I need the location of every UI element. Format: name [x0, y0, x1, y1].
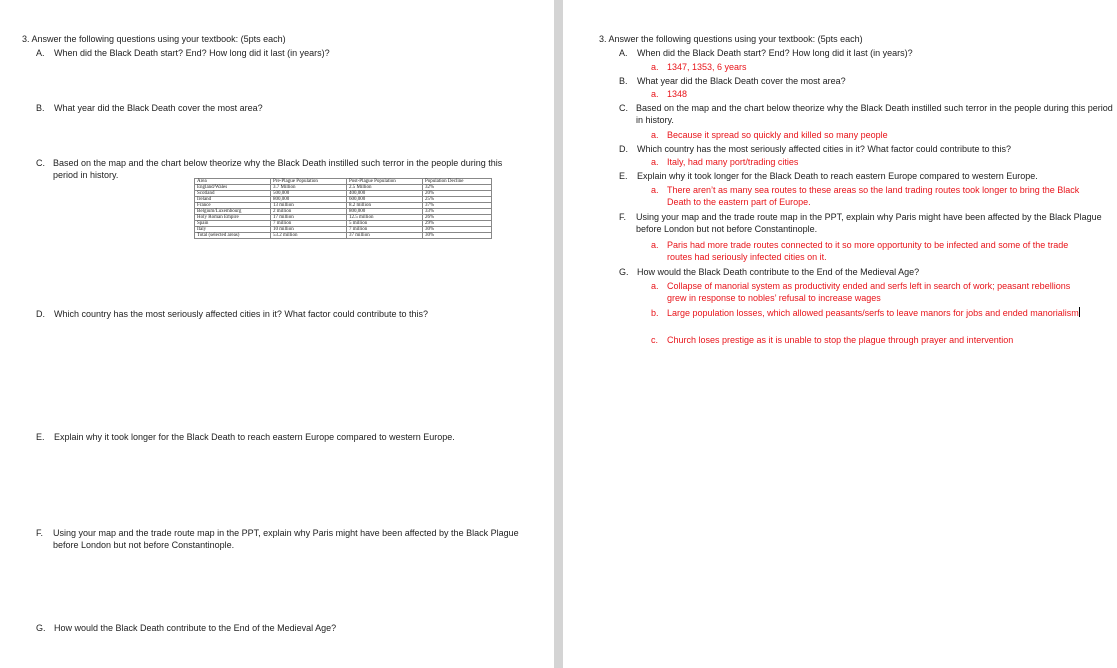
question-text: What year did the Black Death cover the most area? [637, 76, 846, 86]
table-cell: 400,000 [347, 191, 423, 197]
answer-e-a [651, 184, 1101, 208]
answer-text: 1348 [667, 89, 688, 99]
question-text: Using your map and the trade route map in the PPT, explain why Paris might have been affected by the Black Plague before London but not before Constantinople. [53, 528, 519, 550]
question-g [36, 622, 336, 634]
table-cell: 30% [423, 233, 492, 239]
answer-g-c [651, 334, 1013, 346]
table-cell: 800,000 [271, 197, 347, 203]
table-cell: 12.5 million [347, 215, 423, 221]
question-letter: C. [619, 103, 628, 113]
question-letter: F. [619, 212, 627, 222]
question-letter: D. [619, 144, 628, 154]
table-cell: 600,000 [347, 197, 423, 203]
table-cell: 37 million [347, 233, 423, 239]
table-row [195, 233, 492, 239]
table-cell: 25% [423, 197, 492, 203]
question-text: Which country has the most seriously affected cities in it? What factor could contribute to this? [54, 309, 429, 319]
table-header-cell: Population Decline [423, 179, 492, 185]
question-d [619, 143, 1011, 155]
answer-text: Paris had more trade routes connected to it so more opportunity to be infected and some of the trade routes had seriously infected cities on it. [667, 240, 1069, 262]
table-cell: Scotland [195, 191, 271, 197]
question-letter: E. [619, 171, 628, 181]
table-cell: 30% [423, 227, 492, 233]
answer-letter: b. [651, 308, 659, 318]
question-f [36, 527, 536, 551]
answer-text: Italy, had many port/trading cities [667, 157, 799, 167]
question-text: Which country has the most seriously affected cities in it? What factor could contribute to this? [637, 144, 1012, 154]
table-cell: 32% [423, 185, 492, 191]
table-cell: 2.5 Million [347, 185, 423, 191]
answer-letter: a. [651, 185, 659, 195]
table-header-cell: Area [195, 179, 271, 185]
section-header: 3. Answer the following questions using your textbook: (5pts each) [22, 34, 286, 44]
answer-c-a [651, 129, 888, 141]
question-f [619, 211, 1115, 235]
question-letter: G. [619, 267, 629, 277]
question-letter: F. [36, 528, 44, 538]
question-b [36, 102, 263, 114]
answer-letter: a. [651, 281, 659, 291]
table-cell: Ireland [195, 197, 271, 203]
table-cell: 37% [423, 203, 492, 209]
question-text: Explain why it took longer for the Black Death to reach eastern Europe compared to western Europe. [54, 432, 455, 442]
question-text: When did the Black Death start? End? How long did it last (in years)? [637, 48, 913, 58]
answer-letter: a. [651, 89, 659, 99]
population-table [194, 178, 492, 239]
table-header-cell: Pre-Plague Population [271, 179, 347, 185]
answer-d-a [651, 156, 798, 168]
worksheet-page-answered [563, 0, 1117, 668]
table-cell: 20% [423, 191, 492, 197]
question-e [619, 170, 1038, 182]
table-cell: 7 million [271, 221, 347, 227]
question-c [619, 102, 1115, 126]
answer-g-a [651, 280, 1101, 304]
table-cell: 800,000 [347, 209, 423, 215]
question-d [36, 308, 428, 320]
question-letter: B. [619, 76, 628, 86]
table-cell: 53.2 million [271, 233, 347, 239]
answer-letter: a. [651, 157, 659, 167]
table-cell: 26% [423, 215, 492, 221]
table-cell: 13 million [271, 203, 347, 209]
answer-b-a [651, 88, 687, 100]
table-cell: 5 million [347, 221, 423, 227]
table-cell: Holy Roman Empire [195, 215, 271, 221]
question-text: How would the Black Death contribute to the End of the Medieval Age? [637, 267, 920, 277]
question-text: How would the Black Death contribute to the End of the Medieval Age? [54, 623, 337, 633]
table-cell: 17 million [271, 215, 347, 221]
answer-text: Large population losses, which allowed peasants/serfs to leave manors for jobs and ended manorialism [667, 308, 1079, 318]
answer-a-a [651, 61, 747, 73]
question-text: What year did the Black Death cover the most area? [54, 103, 263, 113]
table-cell: 29% [423, 221, 492, 227]
question-b [619, 75, 846, 87]
answer-text: There aren’t as many sea routes to these areas so the land trading routes took longer to bring the Black Death to the eastern part of Europe. [667, 185, 1080, 207]
table-cell: 33% [423, 209, 492, 215]
table-cell: Italy [195, 227, 271, 233]
question-letter: B. [36, 103, 45, 113]
question-letter: A. [36, 48, 45, 58]
question-letter: C. [36, 158, 45, 168]
question-text: Using your map and the trade route map in the PPT, explain why Paris might have been affected by the Black Plague before London but not before Constantinople. [636, 212, 1102, 234]
question-a [619, 47, 913, 59]
question-text: When did the Black Death start? End? How long did it last (in years)? [54, 48, 330, 58]
answer-text: Church loses prestige as it is unable to stop the plague through prayer and intervention [667, 335, 1014, 345]
answer-letter: a. [651, 130, 659, 140]
question-text: Based on the map and the chart below theorize why the Black Death instilled such terror in the people during this period in history. [53, 158, 503, 180]
answer-text: 1347, 1353, 6 years [667, 62, 747, 72]
table-cell: 8.2 million [347, 203, 423, 209]
table-cell: Spain [195, 221, 271, 227]
question-letter: E. [36, 432, 45, 442]
answer-text: Collapse of manorial system as productivity ended and serfs left in search of work; peasant rebellions grew in response to nobles’ refusal to increase wages [667, 281, 1071, 303]
table-cell: France [195, 203, 271, 209]
answer-text: Because it spread so quickly and killed so many people [667, 130, 888, 140]
worksheet-page-blank [0, 0, 554, 668]
question-letter: A. [619, 48, 628, 58]
answer-letter: a. [651, 62, 659, 72]
table-cell: 3.7 Million [271, 185, 347, 191]
table-cell: 2 million [271, 209, 347, 215]
table-cell: 7 million [347, 227, 423, 233]
answer-f-a [651, 239, 1101, 263]
table-cell: 500,000 [271, 191, 347, 197]
question-letter: D. [36, 309, 45, 319]
table-cell: England/Wales [195, 185, 271, 191]
table-header-cell: Post-Plague Population [347, 179, 423, 185]
question-a [36, 47, 330, 59]
answer-g-b [651, 307, 1101, 319]
question-letter: G. [36, 623, 46, 633]
table-cell: 10 million [271, 227, 347, 233]
answer-letter: a. [651, 240, 659, 250]
table-cell: Total (selected areas) [195, 233, 271, 239]
question-text: Based on the map and the chart below theorize why the Black Death instilled such terror in the people during this period in history. [636, 103, 1113, 125]
question-text: Explain why it took longer for the Black Death to reach eastern Europe compared to western Europe. [637, 171, 1038, 181]
question-g [619, 266, 919, 278]
table-cell: Belgium/Luxembourg [195, 209, 271, 215]
text-cursor [1079, 307, 1080, 317]
question-e [36, 431, 455, 443]
answer-letter: c. [651, 335, 659, 345]
section-header: 3. Answer the following questions using your textbook: (5pts each) [599, 34, 863, 44]
